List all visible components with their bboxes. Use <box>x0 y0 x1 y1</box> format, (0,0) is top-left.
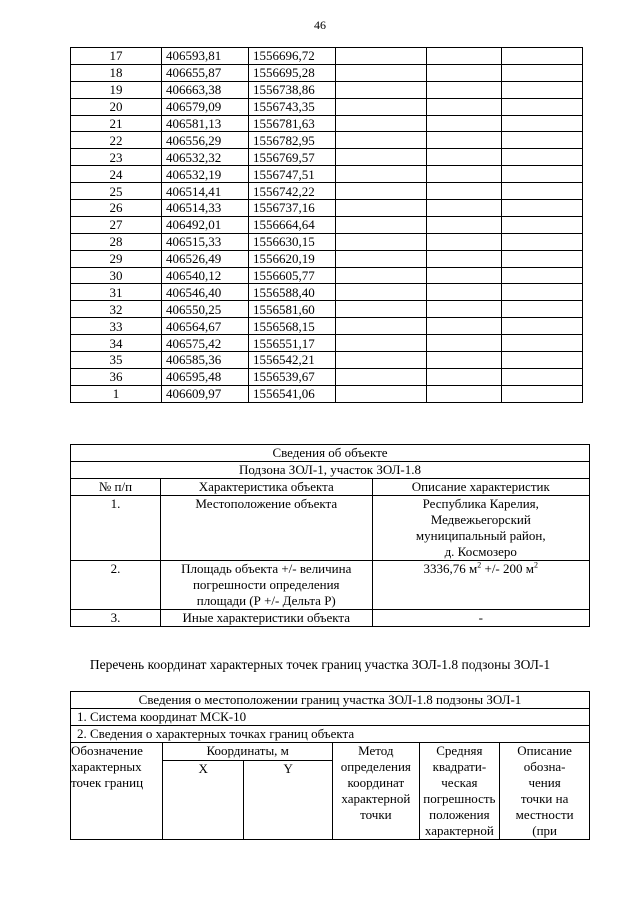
point-y: 1556620,19 <box>249 250 336 267</box>
point-x: 406532,19 <box>162 166 249 183</box>
coordinate-row <box>71 301 583 318</box>
empty-cell <box>427 301 502 318</box>
area-value: 3336,76 м <box>423 561 478 576</box>
empty-cell <box>427 267 502 284</box>
point-x: 406550,25 <box>162 301 249 318</box>
empty-cell <box>502 368 583 385</box>
empty-cell <box>427 166 502 183</box>
header-line: Средняя <box>436 743 483 758</box>
row1-desc-line: Медвежьегорский <box>430 512 531 527</box>
coordinates-list-caption: Перечень координат характерных точек границ участка ЗОЛ-1.8 подзоны ЗОЛ-1 <box>89 657 551 672</box>
empty-cell <box>502 352 583 369</box>
empty-cell <box>502 250 583 267</box>
coordinate-row <box>71 98 583 115</box>
header-line: определения <box>340 759 411 774</box>
empty-cell <box>502 335 583 352</box>
row1-desc-line: муниципальный район, <box>415 528 546 543</box>
empty-cell <box>502 81 583 98</box>
coordinate-row <box>71 64 583 81</box>
coordinate-row <box>71 267 583 284</box>
header-line: обозна- <box>523 759 566 774</box>
coordinate-row <box>71 385 583 402</box>
row1-description <box>372 496 590 561</box>
header-characteristic: Характеристика объекта <box>161 479 373 496</box>
row3-name: Иные характеристики объекта <box>161 610 373 627</box>
empty-cell <box>502 301 583 318</box>
point-number: 25 <box>71 183 162 200</box>
point-x: 406595,48 <box>162 368 249 385</box>
point-y: 1556743,35 <box>249 98 336 115</box>
empty-cell <box>336 183 427 200</box>
coordinates-table <box>70 47 583 403</box>
header-line: местности <box>515 807 574 822</box>
header-designation <box>71 743 163 840</box>
coordinate-row <box>71 200 583 217</box>
page-number: 46 <box>314 18 326 32</box>
empty-cell <box>336 200 427 217</box>
point-x: 406609,97 <box>162 385 249 402</box>
area-unit-sup: 2 <box>477 560 482 570</box>
coordinate-row <box>71 149 583 166</box>
empty-cell <box>336 64 427 81</box>
coordinate-row <box>71 48 583 65</box>
point-number: 28 <box>71 233 162 250</box>
empty-cell <box>427 132 502 149</box>
point-x: 406556,29 <box>162 132 249 149</box>
point-x: 406593,81 <box>162 48 249 65</box>
empty-cell <box>427 64 502 81</box>
point-number: 35 <box>71 352 162 369</box>
coordinate-row <box>71 335 583 352</box>
header-line: координат <box>347 775 405 790</box>
row1-number: 1. <box>71 496 161 561</box>
empty-cell <box>336 81 427 98</box>
header-line: (при <box>532 823 557 838</box>
point-x: 406515,33 <box>162 233 249 250</box>
point-x: 406663,38 <box>162 81 249 98</box>
point-x: 406546,40 <box>162 284 249 301</box>
point-y: 1556581,60 <box>249 301 336 318</box>
point-x: 406581,13 <box>162 115 249 132</box>
empty-cell <box>336 385 427 402</box>
point-number: 22 <box>71 132 162 149</box>
empty-cell <box>502 132 583 149</box>
empty-cell <box>427 200 502 217</box>
header-line: погрешность <box>423 791 496 806</box>
row2-area-value <box>372 561 590 610</box>
coordinate-row <box>71 132 583 149</box>
coordinate-row <box>71 115 583 132</box>
empty-cell <box>336 115 427 132</box>
object-info-title: Сведения об объекте <box>71 445 590 462</box>
point-y: 1556605,77 <box>249 267 336 284</box>
header-method <box>333 743 419 840</box>
empty-cell <box>427 216 502 233</box>
empty-cell <box>427 318 502 335</box>
point-y: 1556539,67 <box>249 368 336 385</box>
row3-number: 3. <box>71 610 161 627</box>
empty-cell <box>502 385 583 402</box>
point-number: 24 <box>71 166 162 183</box>
coordinate-row <box>71 81 583 98</box>
empty-cell <box>502 48 583 65</box>
point-y: 1556738,86 <box>249 81 336 98</box>
empty-cell <box>336 132 427 149</box>
object-info-table <box>70 444 590 627</box>
point-y: 1556737,16 <box>249 200 336 217</box>
point-number: 36 <box>71 368 162 385</box>
point-x: 406492,01 <box>162 216 249 233</box>
row3-description: - <box>372 610 590 627</box>
point-y: 1556769,57 <box>249 149 336 166</box>
point-number: 23 <box>71 149 162 166</box>
empty-cell <box>427 115 502 132</box>
point-y: 1556695,28 <box>249 64 336 81</box>
header-line: ческая <box>441 775 478 790</box>
point-number: 1 <box>71 385 162 402</box>
empty-cell <box>502 233 583 250</box>
point-x: 406540,12 <box>162 267 249 284</box>
empty-cell <box>502 183 583 200</box>
object-info-row <box>71 610 590 627</box>
empty-cell <box>502 284 583 301</box>
header-line: Обозначение <box>71 743 143 758</box>
coordinate-row <box>71 233 583 250</box>
coordinate-row <box>71 352 583 369</box>
header-line: точки на <box>520 791 569 806</box>
point-number: 18 <box>71 64 162 81</box>
point-y: 1556696,72 <box>249 48 336 65</box>
coordinate-row <box>71 318 583 335</box>
empty-cell <box>427 284 502 301</box>
point-number: 20 <box>71 98 162 115</box>
header-description: Описание характеристик <box>372 479 590 496</box>
empty-cell <box>427 250 502 267</box>
point-number: 19 <box>71 81 162 98</box>
object-info-row <box>71 561 590 610</box>
row1-desc-line: д. Космозеро <box>444 544 517 559</box>
header-line: характерных <box>71 759 142 774</box>
header-line: характерной <box>424 823 494 838</box>
header-line: характерной <box>341 791 411 806</box>
point-x: 406579,09 <box>162 98 249 115</box>
area-tolerance: +/- 200 м <box>481 561 534 576</box>
point-number: 33 <box>71 318 162 335</box>
point-y: 1556747,51 <box>249 166 336 183</box>
point-x: 406655,87 <box>162 64 249 81</box>
point-x: 406585,36 <box>162 352 249 369</box>
header-x: X <box>163 761 244 840</box>
header-line: Описание <box>517 743 572 758</box>
point-y: 1556630,15 <box>249 233 336 250</box>
point-y: 1556551,17 <box>249 335 336 352</box>
row2-number: 2. <box>71 561 161 610</box>
empty-cell <box>427 183 502 200</box>
empty-cell <box>502 166 583 183</box>
empty-cell <box>336 98 427 115</box>
point-number: 30 <box>71 267 162 284</box>
coordinate-row <box>71 183 583 200</box>
empty-cell <box>502 267 583 284</box>
point-y: 1556781,63 <box>249 115 336 132</box>
point-number: 21 <box>71 115 162 132</box>
empty-cell <box>336 368 427 385</box>
coordinate-row <box>71 216 583 233</box>
coordinate-system: 1. Система координат МСК-10 <box>71 709 590 726</box>
boundary-table <box>70 691 590 840</box>
object-info-subtitle: Подзона ЗОЛ-1, участок ЗОЛ-1.8 <box>71 462 590 479</box>
point-x: 406575,42 <box>162 335 249 352</box>
point-x: 406514,41 <box>162 183 249 200</box>
header-line: Метод <box>358 743 394 758</box>
points-info-heading: 2. Сведения о характерных точках границ объекта <box>71 726 590 743</box>
row1-name: Местоположение объекта <box>161 496 373 561</box>
row2-name-line: погрешности определения <box>192 577 340 592</box>
empty-cell <box>502 149 583 166</box>
point-x: 406514,33 <box>162 200 249 217</box>
empty-cell <box>336 250 427 267</box>
point-number: 29 <box>71 250 162 267</box>
empty-cell <box>427 48 502 65</box>
empty-cell <box>336 48 427 65</box>
point-y: 1556664,64 <box>249 216 336 233</box>
header-error <box>419 743 500 840</box>
empty-cell <box>336 149 427 166</box>
empty-cell <box>427 98 502 115</box>
header-number: № п/п <box>71 479 161 496</box>
coordinate-row <box>71 368 583 385</box>
header-point-description <box>500 743 590 840</box>
coordinate-row <box>71 250 583 267</box>
tolerance-unit-sup: 2 <box>533 560 538 570</box>
header-line: точек границ <box>71 775 144 790</box>
point-y: 1556542,21 <box>249 352 336 369</box>
point-number: 26 <box>71 200 162 217</box>
empty-cell <box>336 318 427 335</box>
point-number: 17 <box>71 48 162 65</box>
boundary-title: Сведения о местоположении границ участка ЗОЛ-1.8 подзоны ЗОЛ-1 <box>71 692 590 709</box>
empty-cell <box>427 81 502 98</box>
empty-cell <box>336 284 427 301</box>
empty-cell <box>427 149 502 166</box>
header-line: квадрати- <box>432 759 487 774</box>
point-y: 1556588,40 <box>249 284 336 301</box>
header-y: Y <box>244 761 333 840</box>
point-number: 27 <box>71 216 162 233</box>
empty-cell <box>427 335 502 352</box>
point-y: 1556568,15 <box>249 318 336 335</box>
point-y: 1556782,95 <box>249 132 336 149</box>
empty-cell <box>502 115 583 132</box>
object-info-row <box>71 496 590 561</box>
point-x: 406526,49 <box>162 250 249 267</box>
point-y: 1556541,06 <box>249 385 336 402</box>
row1-desc-line: Республика Карелия, <box>422 496 539 511</box>
row2-name-line: Площадь объекта +/- величина <box>181 561 352 576</box>
empty-cell <box>336 335 427 352</box>
point-y: 1556742,22 <box>249 183 336 200</box>
empty-cell <box>336 267 427 284</box>
row2-name <box>161 561 373 610</box>
point-x: 406532,32 <box>162 149 249 166</box>
empty-cell <box>336 352 427 369</box>
point-number: 32 <box>71 301 162 318</box>
empty-cell <box>502 200 583 217</box>
empty-cell <box>502 64 583 81</box>
empty-cell <box>502 216 583 233</box>
row2-name-line: площади (Р +/- Дельта Р) <box>196 593 336 608</box>
object-info-header-row <box>71 479 590 496</box>
point-number: 31 <box>71 284 162 301</box>
empty-cell <box>502 318 583 335</box>
empty-cell <box>427 352 502 369</box>
boundary-header-row <box>71 743 590 761</box>
header-line: чения <box>528 775 561 790</box>
empty-cell <box>336 233 427 250</box>
empty-cell <box>336 216 427 233</box>
coordinate-row <box>71 166 583 183</box>
header-line: положения <box>429 807 490 822</box>
point-x: 406564,67 <box>162 318 249 335</box>
empty-cell <box>427 233 502 250</box>
empty-cell <box>427 385 502 402</box>
header-line: точки <box>360 807 392 822</box>
empty-cell <box>502 98 583 115</box>
coordinate-row <box>71 284 583 301</box>
point-number: 34 <box>71 335 162 352</box>
empty-cell <box>336 166 427 183</box>
empty-cell <box>427 368 502 385</box>
header-coordinates: Координаты, м <box>163 743 333 761</box>
empty-cell <box>336 301 427 318</box>
